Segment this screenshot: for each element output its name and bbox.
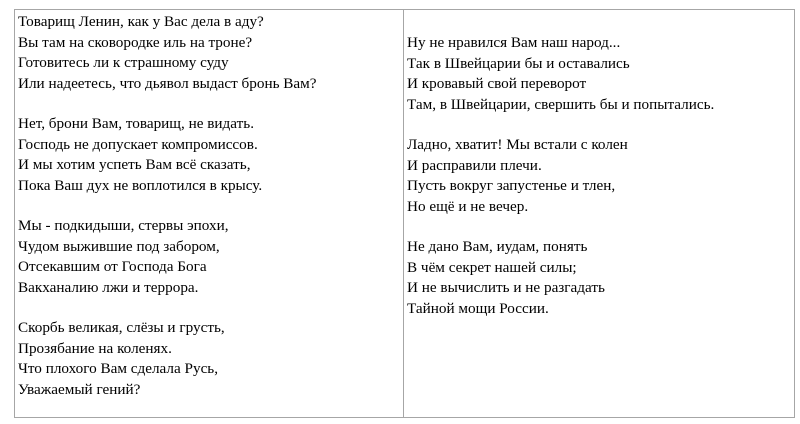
stanza — [407, 33, 794, 115]
poem-line: В чём секрет нашей силы; — [407, 258, 577, 276]
poem-line: Вакханалию лжи и террора. — [18, 278, 199, 296]
poem-line: Готовитесь ли к страшному суду — [18, 54, 229, 71]
poem-column-left — [15, 10, 404, 417]
poem-line: И не вычислить и не разгадать — [407, 279, 605, 296]
poem-line: Нет, брони Вам, товарищ, не видать. — [18, 115, 254, 132]
poem-column-right — [404, 10, 794, 417]
poem-line: И расправили плечи. — [407, 156, 542, 174]
poem-line: Товарищ Ленин, как у Вас дела в аду? — [18, 13, 264, 30]
stanza — [18, 12, 403, 94]
poem-line: Так в Швейцарии бы и оставались — [407, 54, 630, 72]
stanza — [18, 216, 403, 298]
stanza — [407, 135, 794, 217]
poem-line: Там, в Швейцарии, свершить бы и попытались. — [407, 95, 715, 113]
poem-line: Мы - подкидыши, стервы эпохи, — [18, 217, 229, 234]
poem-line: Ладно, хватит! Мы встали с колен — [407, 136, 628, 153]
poem-line: Ну не нравился Вам наш народ... — [407, 34, 621, 51]
poem-line: Вы там на сковородке иль на троне? — [18, 33, 253, 51]
poem-line: Или надеетесь, что дьявол выдаст бронь Вам? — [18, 74, 317, 92]
poem-line: Но ещё и не вечер. — [407, 197, 529, 215]
poem-line: Пусть вокруг запустенье и тлен, — [407, 177, 616, 194]
stanza — [407, 237, 794, 319]
poem-line: Пока Ваш дух не воплотился в крысу. — [18, 176, 263, 194]
stanza — [18, 114, 403, 196]
stanza — [18, 318, 403, 400]
poem-line: Скорбь великая, слёзы и грусть, — [18, 319, 225, 336]
poem-line: И мы хотим успеть Вам всё сказать, — [18, 156, 251, 173]
poem-line: Тайной мощи России. — [407, 299, 549, 317]
poem-line: Что плохого Вам сделала Русь, — [18, 360, 219, 377]
poem-line: И кровавый свой переворот — [407, 75, 587, 92]
poem-table — [14, 9, 795, 418]
poem-line: Господь не допускает компромиссов. — [18, 135, 258, 153]
poem-line: Не дано Вам, иудам, понять — [407, 238, 588, 255]
poem-line: Прозябание на коленях. — [18, 339, 172, 357]
poem-line: Уважаемый гений? — [18, 380, 141, 398]
poem-line: Чудом выжившие под забором, — [18, 237, 220, 255]
poem-line: Отсекавшим от Господа Бога — [18, 258, 207, 275]
